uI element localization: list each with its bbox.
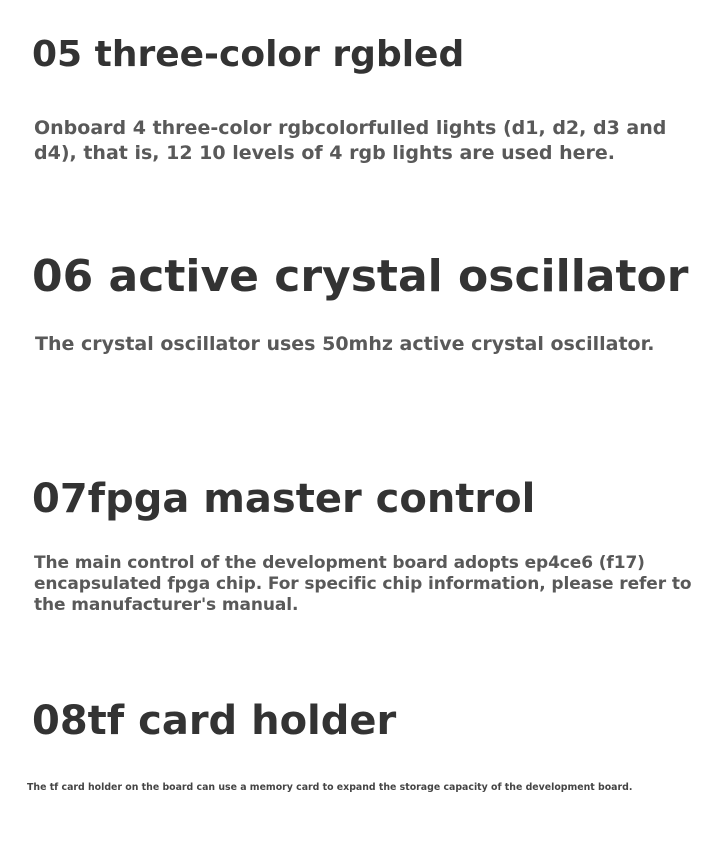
section-06-description: The crystal oscillator uses 50mhz active crystal oscillator. bbox=[35, 333, 655, 355]
section-08-heading: 08tf card holder bbox=[32, 698, 397, 744]
section-06-heading: 06 active crystal oscillator bbox=[32, 251, 689, 302]
section-08-description: The tf card holder on the board can use a memory card to expand the storage capacity of the development board. bbox=[27, 782, 633, 793]
section-07-description: The main control of the development board adopts ep4ce6 (f17) encapsulated fpga chip. For specific chip information, please refer to the manufacturer's manual. bbox=[34, 553, 692, 615]
section-05-description: Onboard 4 three-color rgbcolorfulled lights (d1, d2, d3 and d4), that is, 12 10 levels of 4 rgb lights are used here. bbox=[34, 117, 667, 164]
section-07-heading: 07fpga master control bbox=[32, 476, 536, 522]
section-05-heading: 05 three-color rgbled bbox=[32, 34, 465, 75]
